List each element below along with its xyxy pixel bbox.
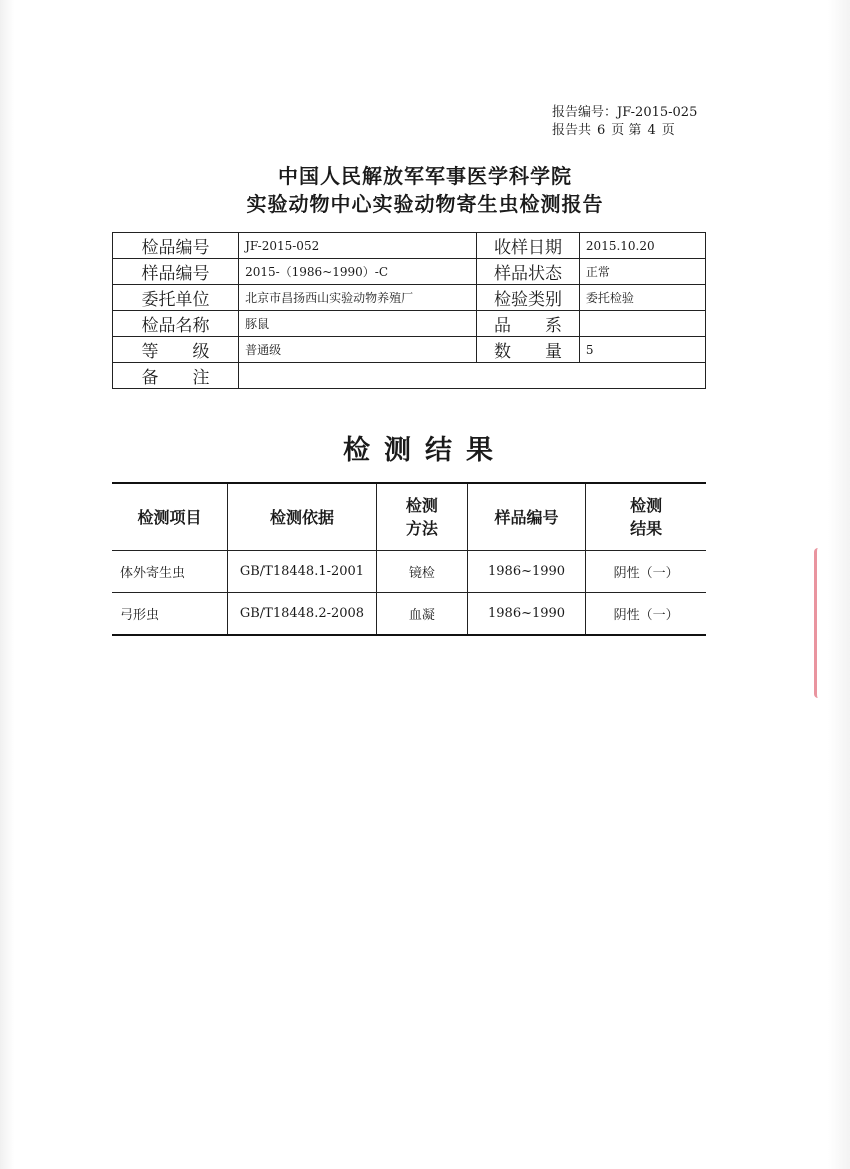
header-method-line-1: 检测 (405, 496, 438, 515)
info-value: 5 (579, 337, 705, 363)
info-label: 数 量 (477, 337, 580, 363)
table-row (112, 551, 706, 593)
info-row (113, 337, 706, 363)
info-label: 委托单位 (113, 285, 239, 311)
info-row (113, 285, 706, 311)
remarks-label: 备 注 (113, 363, 239, 389)
cell-basis: GB/T18448.1-2001 (228, 551, 377, 593)
cell-result: 阴性（一） (586, 593, 706, 636)
cell-method: 血凝 (376, 593, 467, 636)
info-value: 2015.10.20 (579, 233, 705, 259)
header-result (586, 483, 706, 551)
cell-method: 镜检 (376, 551, 467, 593)
info-value: 委托检验 (579, 285, 705, 311)
header-basis: 检测依据 (228, 483, 377, 551)
info-label: 品 系 (477, 311, 580, 337)
report-header-info (552, 104, 697, 140)
document-title-line-2: 实验动物中心实验动物寄生虫检测报告 (246, 192, 604, 216)
cell-result: 阴性（一） (586, 551, 706, 593)
info-row (113, 259, 706, 285)
page-suffix: 页 (661, 123, 675, 138)
header-item: 检测项目 (112, 483, 228, 551)
page-prefix: 报告共 (552, 123, 592, 138)
cell-item: 弓形虫 (112, 593, 228, 636)
remarks-row (113, 363, 706, 389)
report-number-line (552, 104, 697, 122)
info-label: 检验类别 (477, 285, 580, 311)
info-label: 样品编号 (113, 259, 239, 285)
document-title-line-1: 中国人民解放军军事医学科学院 (278, 164, 572, 188)
results-header-row (112, 483, 706, 551)
header-method-line-2: 方法 (405, 519, 438, 538)
results-table (112, 482, 706, 636)
sample-info-table (112, 232, 706, 389)
header-sample-no: 样品编号 (467, 483, 585, 551)
header-result-line-1: 检测 (630, 496, 663, 515)
info-label: 收样日期 (477, 233, 580, 259)
cell-item: 体外寄生虫 (112, 551, 228, 593)
page-mid: 页 第 (611, 123, 642, 138)
header-result-line-2: 结果 (630, 519, 663, 538)
info-label: 检品编号 (113, 233, 239, 259)
info-label: 等 级 (113, 337, 239, 363)
info-label: 检品名称 (113, 311, 239, 337)
page-total: 6 (597, 123, 606, 138)
info-value: 2015-（1986~1990）-C (239, 259, 477, 285)
header-method (376, 483, 467, 551)
page-count-line (552, 122, 697, 140)
info-value (579, 311, 705, 337)
info-value: JF-2015-052 (239, 233, 477, 259)
info-value: 正常 (579, 259, 705, 285)
table-row (112, 593, 706, 636)
cell-sample-no: 1986~1990 (467, 551, 585, 593)
cell-sample-no: 1986~1990 (467, 593, 585, 636)
results-heading: 检测结果 (343, 435, 507, 466)
info-row (113, 233, 706, 259)
remarks-value (239, 363, 706, 389)
report-number: JF-2015-025 (617, 105, 698, 120)
page-current: 4 (647, 123, 656, 138)
info-row (113, 311, 706, 337)
info-value: 豚鼠 (239, 311, 477, 337)
info-value: 普通级 (239, 337, 477, 363)
info-label: 样品状态 (477, 259, 580, 285)
report-number-label: 报告编号： (552, 105, 618, 120)
partial-seal-stamp (814, 548, 831, 698)
info-value: 北京市昌扬西山实验动物养殖厂 (239, 285, 477, 311)
cell-basis: GB/T18448.2-2008 (228, 593, 377, 636)
